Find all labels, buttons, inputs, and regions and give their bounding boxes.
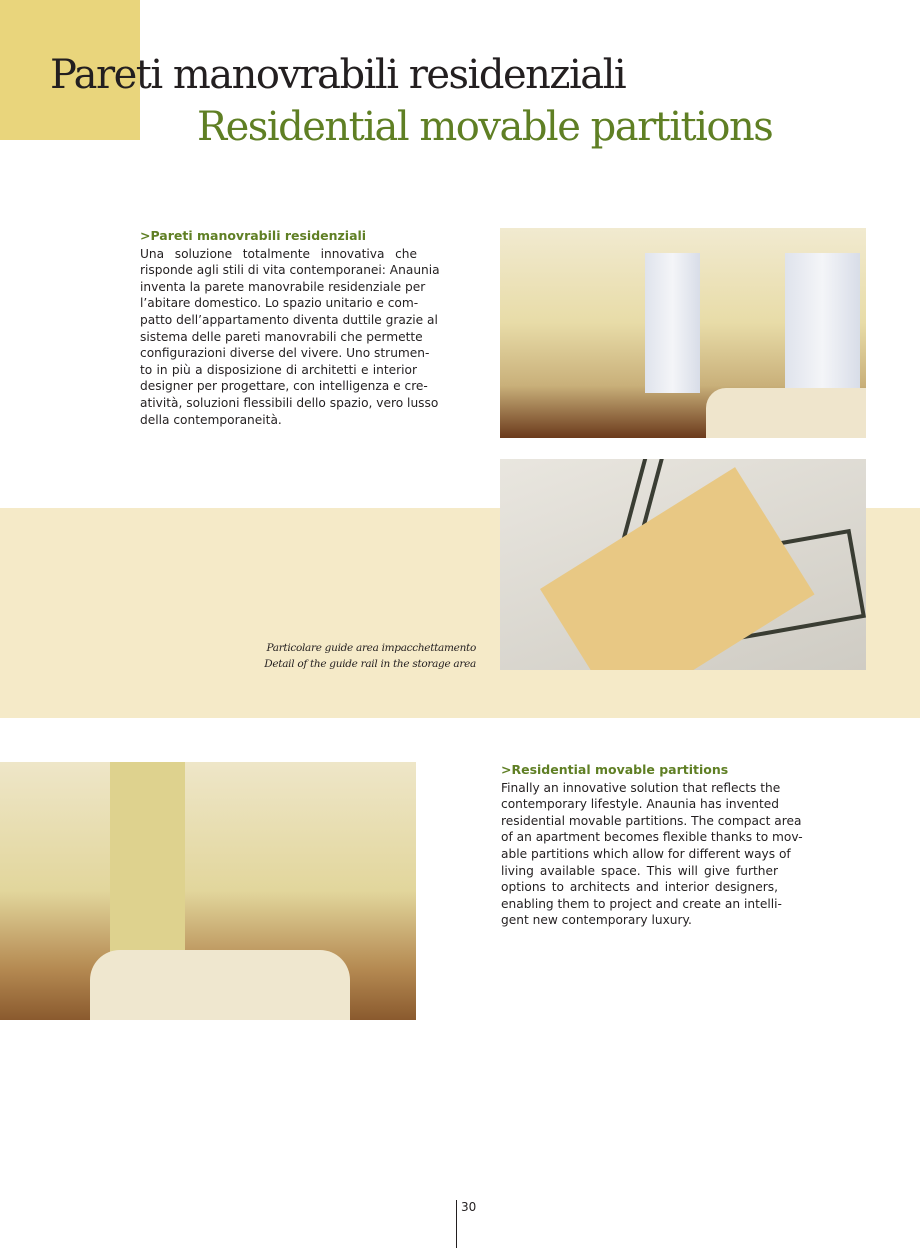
text-line: enabling them to project and create an intelli- [501, 896, 782, 911]
page-number: 30 [456, 1200, 476, 1248]
text-line: Una soluzione totalmente innovativa che [140, 246, 417, 261]
text-line: sistema delle pareti manovrabili che permette [140, 329, 423, 344]
section-heading: >Pareti manovrabili residenziali [140, 228, 367, 243]
text-line: Finally an innovative solution that reflects the [501, 780, 781, 795]
text-line: of an apartment becomes flexible thanks to mov- [501, 830, 803, 845]
title-italian: Pareti manovrabili residenziali [50, 52, 626, 98]
text-line: configurazioni diverse del vivere. Uno strumen- [140, 346, 430, 361]
section-body [501, 780, 803, 929]
text-line: atività, soluzioni flessibili dello spazio, vero lusso [140, 395, 439, 410]
section-english [501, 762, 803, 929]
text-line: risponde agli stili di vita contemporanei: Anaunia [140, 263, 440, 278]
text-line: contemporary lifestyle. Anaunia has invented [501, 797, 780, 812]
text-line: della contemporaneità. [140, 412, 282, 427]
text-line: l’abitare domestico. Lo spazio unitario e com- [140, 296, 419, 311]
section-italian [140, 228, 440, 428]
photo-guide-rail-detail [500, 459, 866, 670]
photo-living-room [500, 228, 866, 438]
section-body [140, 246, 440, 429]
text-line: able partitions which allow for different ways of [501, 846, 791, 861]
photo-caption [264, 640, 476, 672]
text-line: patto dell’appartamento diventa duttile grazie al [140, 312, 438, 327]
text-line: gent new contemporary luxury. [501, 913, 692, 928]
photo-open-apartment [0, 762, 416, 1020]
text-line: designer per progettare, con intelligenza e cre- [140, 379, 428, 394]
caption-english: Detail of the guide rail in the storage area [264, 658, 476, 670]
title-english: Residential movable partitions [197, 104, 773, 150]
text-line: inventa la parete manovrabile residenziale per [140, 279, 426, 294]
text-line: to in più a disposizione di architetti e interior [140, 362, 417, 377]
text-line: living available space. This will give further [501, 863, 778, 878]
section-heading: >Residential movable partitions [501, 762, 729, 777]
text-line: options to architects and interior designers, [501, 880, 778, 895]
text-line: residential movable partitions. The compact area [501, 813, 802, 828]
caption-italian: Particolare guide area impacchettamento [266, 642, 476, 654]
